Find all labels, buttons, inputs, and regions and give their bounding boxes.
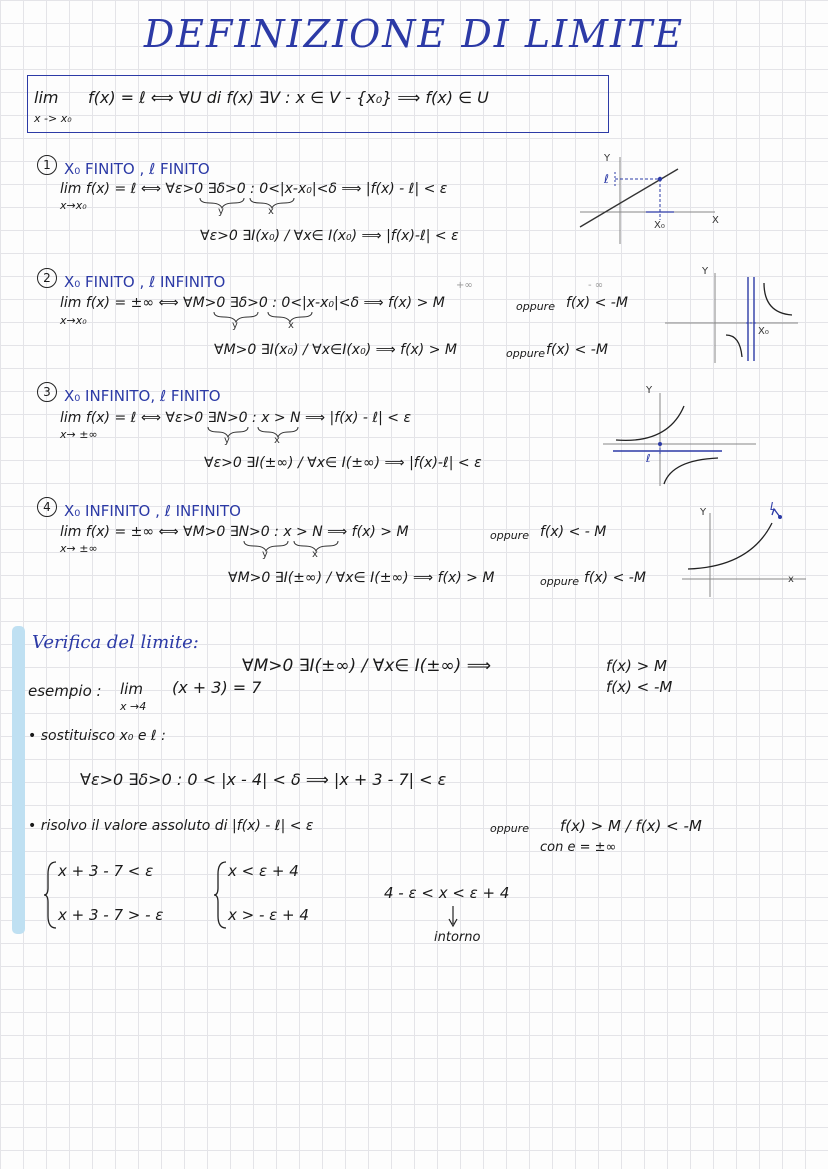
section-3-number: 3 [37,382,57,402]
section-2-line1-or: oppure [516,300,555,313]
section-2-brace-x: x [288,320,294,331]
result-interval: 4 - ε < x < ε + 4 [384,884,510,902]
section-4-lim-sub: x→ ±∞ [60,542,98,555]
section-4-brace-x: x [312,549,318,560]
bullet-risolvo: • risolvo il valore assoluto di |f(x) - ℓ| < ε [28,818,314,834]
section-4-line2-tail: f(x) < -M [584,570,646,586]
system-1-line-1: x + 3 - 7 < ε [58,862,154,880]
graph-3-y-label: Y [646,385,653,396]
result-note: intorno [434,930,481,945]
section-2-line1: lim f(x) = ±∞ ⟺ ∀M>0 ∃δ>0 : 0<|x-x₀|<δ ⟹ f(x) > M [60,295,445,311]
section-4-line1-tail: f(x) < - M [540,524,607,540]
section-2-graph [660,265,800,365]
section-2-number: 2 [37,268,57,288]
bullet-risolvo-or: oppure [490,822,529,835]
section-2-braces [212,311,332,323]
section-3-line1: lim f(x) = ℓ ⟺ ∀ε>0 ∃N>0 : x > N ⟹ |f(x) - ℓ| < ε [60,410,412,426]
definition-lim-sub: x -> x₀ [34,112,72,125]
graph-4-l-label: L [770,500,777,513]
section-2-lim-sub: x→x₀ [60,314,87,327]
section-4-line1-or: oppure [490,529,529,542]
system-1-brace [44,860,58,930]
section-1-heading: X₀ FINITO , ℓ FINITO [64,160,210,178]
section-1-brace-y: y [218,206,224,217]
graph-1-y-label: Y [604,153,611,164]
graph-4-y-label: Y [700,507,707,518]
section-3-line2: ∀ε>0 ∃I(±∞) / ∀x∈ I(±∞) ⟹ |f(x)-ℓ| < ε [204,455,482,471]
bullet-sostituisco: • sostituisco x₀ e ℓ : [28,728,166,744]
section-1-braces [198,197,318,209]
highlight-bar [12,626,25,934]
section-4-heading: X₀ INFINITO , ℓ INFINITO [64,502,241,520]
verifica-top-right-2: f(x) < -M [606,678,673,696]
section-2-brace-y: y [232,320,238,331]
section-4-number: 4 [37,497,57,517]
section-2-above-minus: - ∞ [588,280,604,291]
section-3-brace-x: x [274,435,280,446]
section-3-brace-y: y [224,435,230,446]
section-4-braces [242,540,362,552]
section-2-line1-tail: f(x) < -M [566,295,628,311]
esempio-lim-sub: x →4 [120,700,147,713]
bullet-risolvo-tail: f(x) > M / f(x) < -M [560,817,702,835]
section-1-number: 1 [37,155,57,175]
step-substitution: ∀ε>0 ∃δ>0 : 0 < |x - 4| < δ ⟹ |x + 3 - 7| < ε [80,770,447,789]
system-2-brace [214,860,228,930]
verifica-top-condition: ∀M>0 ∃I(±∞) / ∀x∈ I(±∞) ⟹ [242,656,492,676]
section-2-above-plus: +∞ [456,280,473,291]
section-4-line1: lim f(x) = ±∞ ⟺ ∀M>0 ∃N>0 : x > N ⟹ f(x) > M [60,524,409,540]
verifica-title: Verifica del limite: [32,632,199,653]
graph-1-x0-label: X₀ [654,220,665,231]
definition-text: f(x) = ℓ ⟺ ∀U di f(x) ∃V : x ∈ V - {x₀} ⟹ f(x) ∈ U [88,88,489,107]
section-1-brace-x: x [268,206,274,217]
section-2-line2-tail: f(x) < -M [546,342,608,358]
section-4-line2: ∀M>0 ∃I(±∞) / ∀x∈ I(±∞) ⟹ f(x) > M [228,570,495,586]
system-2-line-1: x < ε + 4 [228,862,299,880]
definition-lim: lim [34,88,59,107]
section-3-lim-sub: x→ ±∞ [60,428,98,441]
result-arrow [448,906,458,928]
esempio-lim: lim [120,680,143,698]
graph-1-l-label: ℓ [604,172,609,186]
section-2-line2-or: oppure [506,347,545,360]
page-title: DEFINIZIONE DI LIMITE [143,12,685,56]
esempio-expression: (x + 3) = 7 [172,678,262,697]
section-4-graph [680,505,810,600]
verifica-top-right-1: f(x) > M [606,657,667,675]
system-2-line-2: x > - ε + 4 [228,906,309,924]
section-4-brace-y: y [262,549,268,560]
graph-2-x0-label: X₀ [758,326,769,337]
section-2-line2: ∀M>0 ∃I(x₀) / ∀x∈I(x₀) ⟹ f(x) > M [214,342,457,358]
system-1-line-2: x + 3 - 7 > - ε [58,906,164,924]
bullet-risolvo-note: con e = ±∞ [540,840,617,855]
graph-4-x-label: x [788,574,794,585]
section-3-heading: X₀ INFINITO, ℓ FINITO [64,387,221,405]
graph-1-x-label: X [712,215,719,226]
section-1-graph [570,152,720,247]
section-2-heading: X₀ FINITO , ℓ INFINITO [64,273,226,291]
graph-3-l-label: ℓ [646,452,651,465]
section-1-lim-sub: x→x₀ [60,199,87,212]
section-1-line2: ∀ε>0 ∃I(x₀) / ∀x∈ I(x₀) ⟹ |f(x)-ℓ| < ε [200,228,459,244]
graph-2-y-label: Y [702,266,709,277]
section-3-graph [598,388,758,488]
esempio-label: esempio : [28,682,102,700]
section-1-line1: lim f(x) = ℓ ⟺ ∀ε>0 ∃δ>0 : 0<|x-x₀|<δ ⟹ |f(x) - ℓ| < ε [60,181,448,197]
section-4-line2-or: oppure [540,575,579,588]
